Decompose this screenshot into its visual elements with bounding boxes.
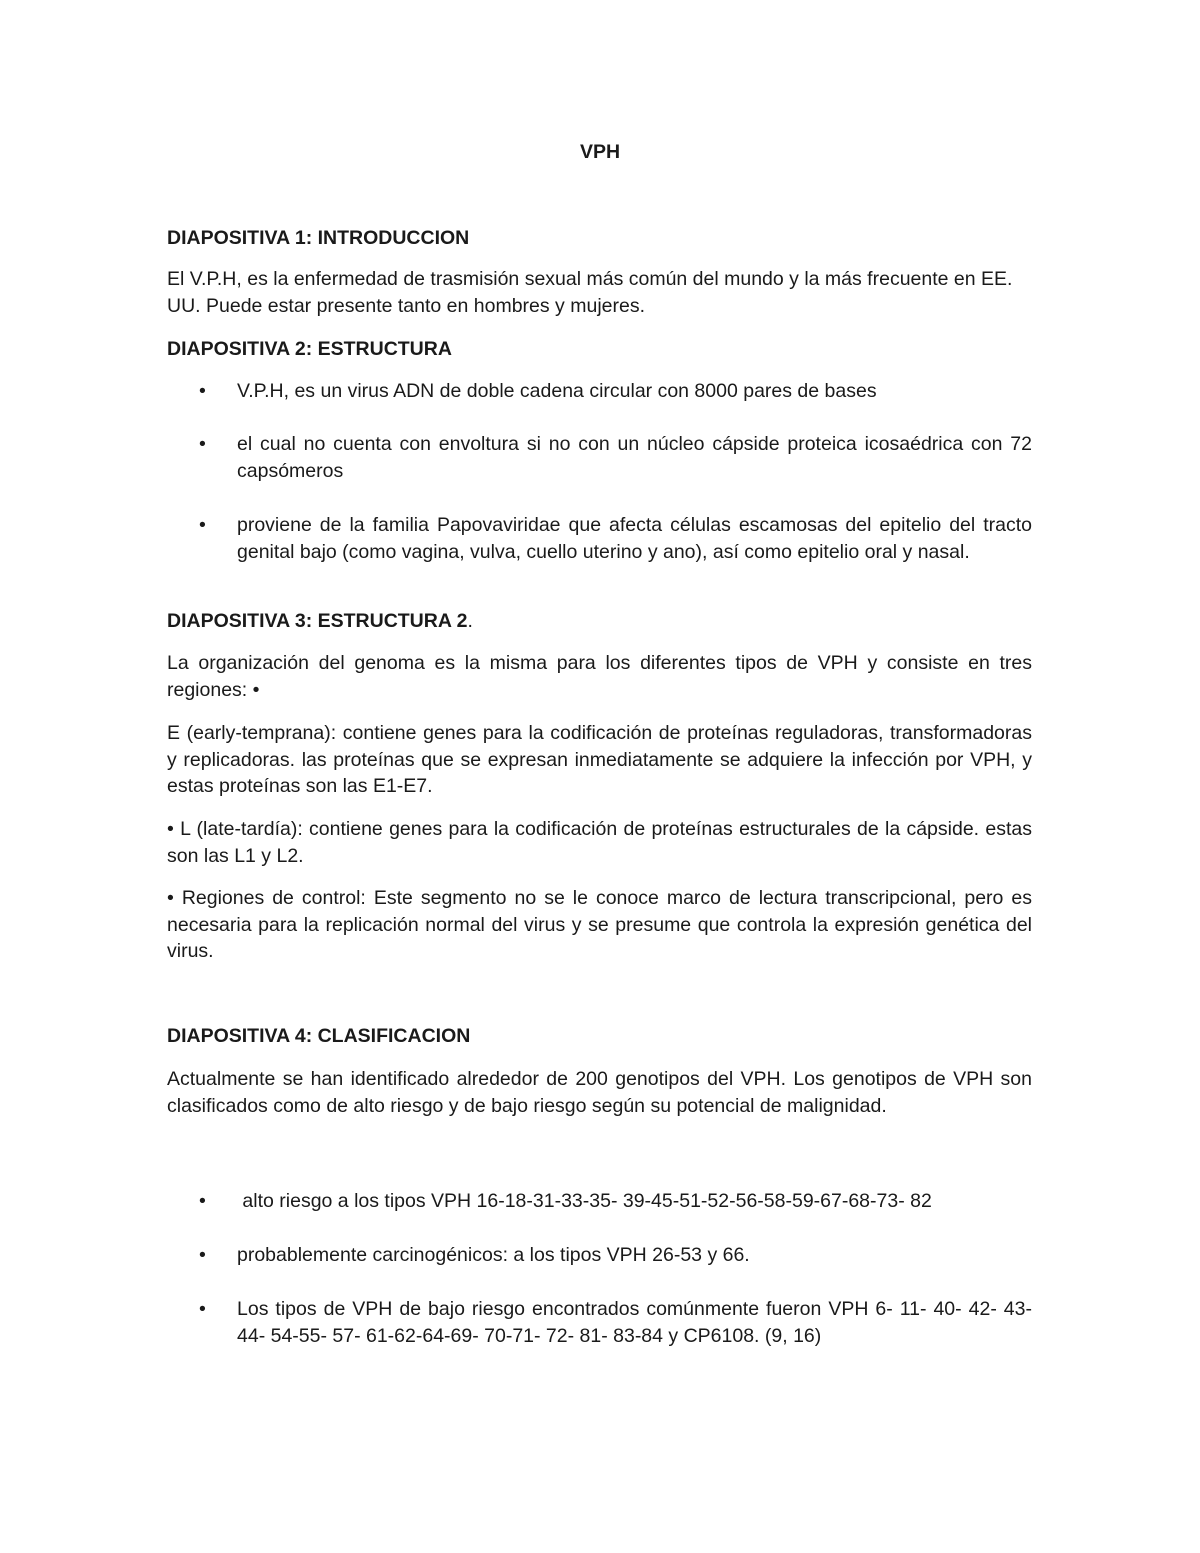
section-2-bullet-1: V.P.H, es un virus ADN de doble cadena circular con 8000 pares de bases bbox=[237, 380, 877, 402]
bullet-glyph: • bbox=[199, 1244, 206, 1266]
section-1-heading: DIAPOSITIVA 1: INTRODUCCION bbox=[167, 227, 470, 249]
section-3-heading bbox=[167, 608, 1032, 635]
section-3-paragraph-2: E (early-temprana): contiene genes para la codificación de proteínas reguladoras, transformadoras y replicadoras. las proteínas que se expresan inmediatamente se adquiere la infección por VPH, y estas proteínas son las E1-E7. bbox=[167, 722, 1032, 797]
section-3-paragraph-1: La organización del genoma es la misma para los diferentes tipos de VPH y consiste en tres regiones: • bbox=[167, 652, 1032, 701]
section-3-heading-text: DIAPOSITIVA 3: ESTRUCTURA 2 bbox=[167, 610, 468, 632]
section-2-heading: DIAPOSITIVA 2: ESTRUCTURA bbox=[167, 338, 452, 360]
section-3-heading-suffix: . bbox=[467, 610, 473, 632]
section-3-paragraph-4: • Regiones de control: Este segmento no se le conoce marco de lectura transcripcional, pero es necesaria para la replicación normal del virus y se presume que controla la expresión genética del virus. bbox=[167, 887, 1032, 962]
section-4-paragraph: Actualmente se han identificado alrededor de 200 genotipos del VPH. Los genotipos de VPH son clasificados como de alto riesgo y de bajo riesgo según su potencial de malignidad. bbox=[167, 1068, 1032, 1117]
section-2-bullet-2: el cual no cuenta con envoltura si no con un núcleo cápside proteica icosaédrica con 72 capsómeros bbox=[237, 433, 1032, 482]
bullet-glyph: • bbox=[199, 1298, 206, 1320]
bullet-glyph: • bbox=[199, 1190, 206, 1212]
section-4-bullet-1: alto riesgo a los tipos VPH 16-18-31-33-35- 39-45-51-52-56-58-59-67-68-73- 82 bbox=[237, 1190, 932, 1212]
section-3-paragraph-3: • L (late-tardía): contiene genes para la codificación de proteínas estructurales de la cápside. estas son las L1 y L2. bbox=[167, 818, 1032, 867]
bullet-glyph: • bbox=[199, 433, 206, 455]
section-4-bullet-2: probablemente carcinogénicos: a los tipos VPH 26-53 y 66. bbox=[237, 1244, 750, 1266]
document-title: VPH bbox=[579, 141, 621, 163]
section-2-bullet-3: proviene de la familia Papovaviridae que afecta células escamosas del epitelio del tracto genital bajo (como vagina, vulva, cuello uterino y ano), así como epitelio oral y nasal. bbox=[237, 514, 1032, 563]
bullet-glyph: • bbox=[199, 514, 206, 536]
section-1-paragraph: El V.P.H, es la enfermedad de trasmisión sexual más común del mundo y la más frecuente en EE. UU. Puede estar presente tanto en hombres y mujeres. bbox=[167, 268, 1013, 317]
section-4-heading: DIAPOSITIVA 4: CLASIFICACION bbox=[167, 1025, 471, 1047]
bullet-glyph: • bbox=[199, 380, 206, 402]
section-4-bullet-3: Los tipos de VPH de bajo riesgo encontrados comúnmente fueron VPH 6- 11- 40- 42- 43- 44- 54-55- 57- 61-62-64-69- 70-71- 72- 81- 83-84 y CP6108. (9, 16) bbox=[237, 1298, 1032, 1347]
